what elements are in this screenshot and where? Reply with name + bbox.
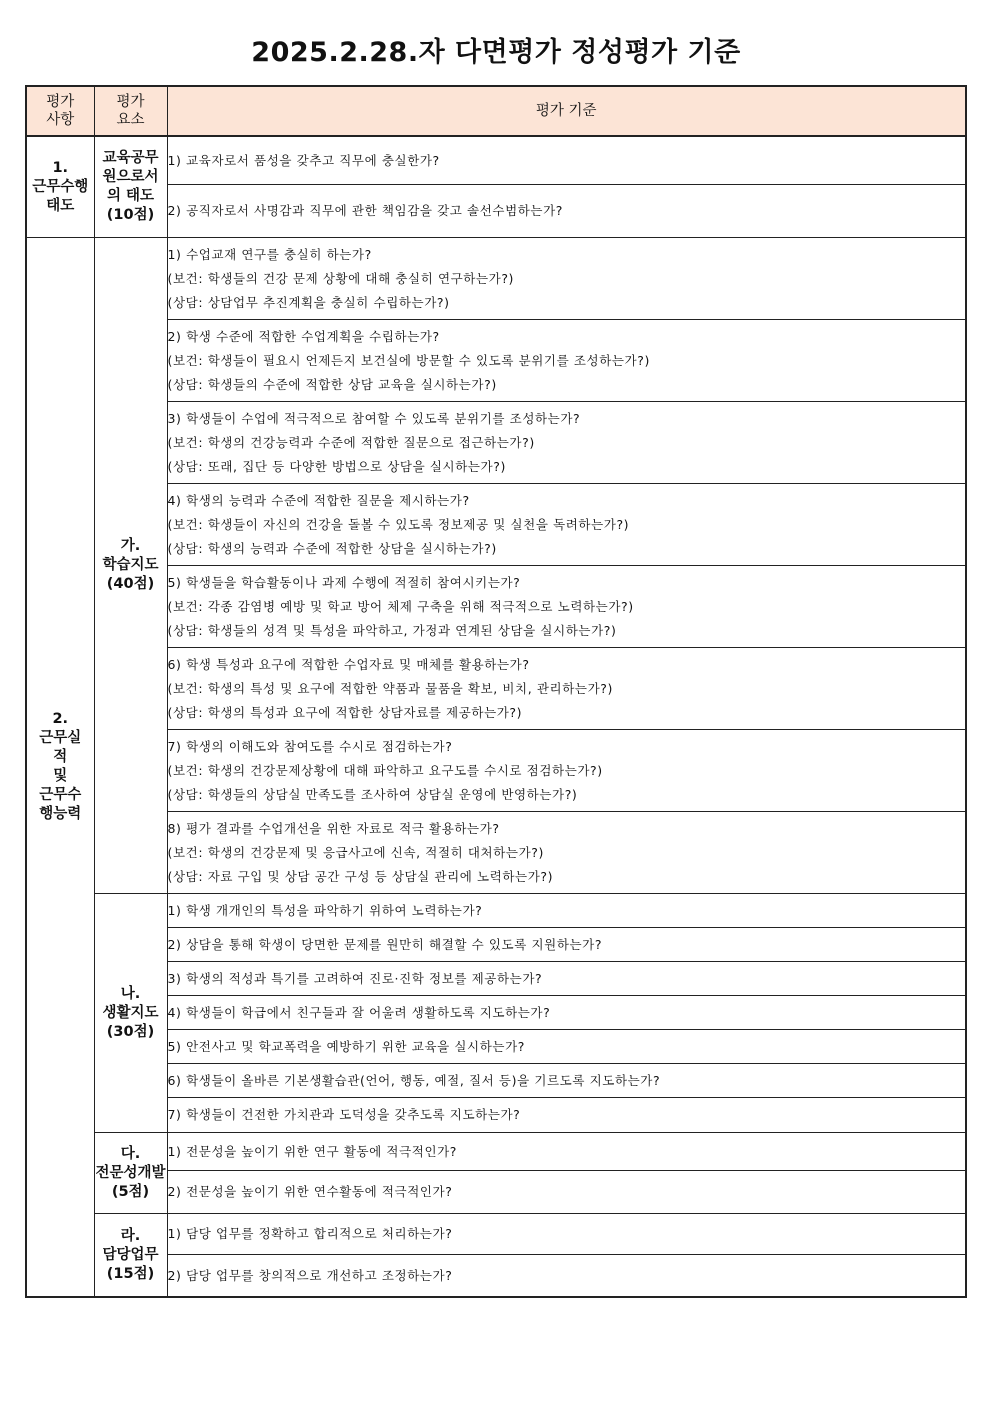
element-line: 전문성개발: [95, 1164, 166, 1181]
criterion-cell: [167, 996, 966, 1030]
category-line: 태도: [46, 197, 75, 214]
criterion-cell: [167, 894, 966, 928]
criterion-question: 1) 담당 업무를 정확하고 합리적으로 처리하는가?: [167, 1226, 453, 1241]
criterion-question: 7) 학생들이 건전한 가치관과 도덕성을 갖추도록 지도하는가?: [167, 1107, 521, 1122]
criterion-subnote: (보건: 학생들이 필요시 언제든지 보건실에 방문할 수 있도록 분위기를 조성하는가?): [167, 352, 650, 368]
element-cell: [94, 894, 167, 1133]
header-category: [26, 86, 94, 136]
criterion-subnote: (보건: 학생들의 건강 문제 상황에 대해 충실히 연구하는가?): [167, 270, 515, 286]
element-line: (5점): [111, 1183, 150, 1200]
criterion-subnote: (보건: 학생의 건강능력과 수준에 적합한 질문으로 접근하는가?): [167, 434, 535, 450]
criterion-subnote: (보건: 각종 감염병 예방 및 학교 방어 체제 구축을 위해 적극적으로 노력하는가?): [167, 598, 634, 614]
criterion-question: 3) 학생의 적성과 특기를 고려하여 진로·진학 정보를 제공하는가?: [167, 970, 543, 986]
category-line: 1.: [52, 159, 69, 176]
element-line: (40점): [106, 576, 155, 592]
element-line: 담당업무: [102, 1246, 159, 1263]
criterion-question: 2) 공직자로서 사명감과 직무에 관한 책임감을 갖고 솔선수범하는가?: [167, 203, 564, 218]
header-row: [26, 86, 966, 136]
category-line: 및: [53, 768, 68, 784]
criterion-cell: [167, 1214, 966, 1255]
criterion-question: 2) 담당 업무를 창의적으로 개선하고 조정하는가?: [167, 1267, 453, 1283]
element-line: 나.: [120, 985, 141, 1002]
criterion-question: 2) 상담을 통해 학생이 당면한 문제를 원만히 해결할 수 있도록 지원하는가?: [167, 936, 603, 952]
category-line: 적: [53, 749, 68, 765]
header-element: [94, 86, 167, 136]
element-line: 교육공무: [102, 150, 159, 166]
criteria-row: [26, 1064, 966, 1098]
element-line: 가.: [120, 538, 141, 554]
criterion-cell: [167, 962, 966, 996]
criterion-cell: [167, 566, 966, 648]
element-line: 다.: [120, 1145, 141, 1162]
criterion-subnote: (상담: 학생들의 성격 및 특성을 파악하고, 가정과 연계된 상담을 실시하는가?): [167, 622, 617, 638]
criterion-question: 2) 전문성을 높이기 위한 연수활동에 적극적인가?: [167, 1184, 453, 1199]
element-line: (15점): [106, 1265, 155, 1282]
criterion-subnote: (상담: 자료 구입 및 상담 공간 구성 등 상담실 관리에 노력하는가?): [167, 868, 554, 884]
criteria-row: [26, 484, 966, 566]
element-line: 라.: [120, 1227, 141, 1244]
criterion-question: 7) 학생의 이해도와 참여도를 수시로 점검하는가?: [167, 738, 453, 754]
criterion-cell: [167, 1098, 966, 1133]
criterion-question: 6) 학생들이 올바른 기본생활습관(언어, 행동, 예절, 질서 등)을 기르도록 지도하는가?: [167, 1072, 661, 1088]
criterion-subnote: (상담: 또래, 집단 등 다양한 방법으로 상담을 실시하는가?): [167, 458, 506, 474]
criterion-question: 1) 학생 개개인의 특성을 파악하기 위하여 노력하는가?: [167, 902, 483, 918]
criteria-row: [26, 320, 966, 402]
criterion-subnote: (상담: 상담업무 추진계획을 충실히 수립하는가?): [167, 294, 450, 310]
element-line: 원으로서: [102, 169, 159, 185]
criterion-cell: [167, 648, 966, 730]
header-element-line: 평가: [116, 94, 145, 110]
criteria-row: [26, 894, 966, 928]
header-element-line: 요소: [116, 112, 145, 128]
category-line: 근무실: [39, 730, 82, 746]
criterion-question: 1) 전문성을 높이기 위한 연구 활동에 적극적인가?: [167, 1143, 458, 1159]
criterion-cell: [167, 238, 966, 320]
criterion-question: 1) 수업교재 연구를 충실히 하는가?: [167, 246, 372, 262]
criteria-row: [26, 812, 966, 894]
criterion-subnote: (보건: 학생의 특성 및 요구에 적합한 약품과 물품을 확보, 비치, 관리하는가?): [167, 680, 613, 696]
criterion-cell: [167, 136, 966, 185]
criterion-question: 5) 안전사고 및 학교폭력을 예방하기 위한 교육을 실시하는가?: [167, 1038, 525, 1054]
criteria-row: [26, 402, 966, 484]
element-cell: [94, 136, 167, 238]
criterion-cell: [167, 1255, 966, 1298]
criteria-row: [26, 1255, 966, 1298]
criteria-row: [26, 136, 966, 185]
criterion-question: 4) 학생의 능력과 수준에 적합한 질문을 제시하는가?: [167, 492, 470, 508]
criterion-subnote: (상담: 학생들의 상담실 만족도를 조사하여 상담실 운영에 반영하는가?): [167, 786, 578, 802]
category-line: 근무수: [39, 787, 82, 803]
category-line: 2.: [52, 711, 69, 727]
element-cell: [94, 1133, 167, 1214]
criteria-row: [26, 730, 966, 812]
criterion-subnote: (보건: 학생의 건강문제상황에 대해 파악하고 요구도를 수시로 점검하는가?): [167, 762, 603, 778]
criterion-cell: [167, 402, 966, 484]
element-line: 생활지도: [102, 1004, 159, 1021]
criterion-cell: [167, 1133, 966, 1171]
element-line: (10점): [106, 207, 155, 223]
criterion-subnote: (보건: 학생들이 자신의 건강을 돌볼 수 있도록 정보제공 및 실천을 독려하는가?): [167, 516, 630, 532]
criterion-question: 1) 교육자로서 품성을 갖추고 직무에 충실한가?: [167, 152, 440, 168]
criterion-subnote: (상담: 학생들의 수준에 적합한 상담 교육을 실시하는가?): [167, 376, 497, 392]
category-cell: [26, 136, 94, 238]
category-cell: [26, 238, 94, 1298]
element-line: 학습지도: [102, 557, 159, 573]
criteria-row: [26, 1133, 966, 1171]
criteria-row: [26, 1171, 966, 1214]
criteria-row: [26, 238, 966, 320]
criterion-subnote: (보건: 학생의 건강문제 및 응급사고에 신속, 적절히 대처하는가?): [167, 844, 544, 860]
criterion-cell: [167, 185, 966, 238]
criterion-question: 2) 학생 수준에 적합한 수업계획을 수립하는가?: [167, 328, 440, 344]
category-line: 행능력: [39, 806, 82, 822]
criterion-cell: [167, 730, 966, 812]
criteria-row: [26, 648, 966, 730]
category-line: 근무수행: [32, 178, 89, 195]
criteria-row: [26, 1098, 966, 1133]
criterion-cell: [167, 928, 966, 962]
header-category-line: 사항: [46, 112, 75, 128]
criteria-row: [26, 1030, 966, 1064]
criteria-table: [25, 85, 967, 1298]
criteria-row: [26, 996, 966, 1030]
header-category-line: 평가: [46, 94, 75, 110]
criterion-cell: [167, 320, 966, 402]
criterion-cell: [167, 1030, 966, 1064]
criteria-row: [26, 928, 966, 962]
element-cell: [94, 1214, 167, 1298]
criterion-question: 4) 학생들이 학급에서 친구들과 잘 어울려 생활하도록 지도하는가?: [167, 1004, 551, 1020]
criterion-cell: [167, 812, 966, 894]
criterion-question: 8) 평가 결과를 수업개선을 위한 자료로 적극 활용하는가?: [167, 820, 500, 836]
criterion-cell: [167, 1171, 966, 1214]
criteria-row: [26, 962, 966, 996]
criterion-question: 5) 학생들을 학습활동이나 과제 수행에 적절히 참여시키는가?: [167, 574, 521, 590]
page-title: 2025.2.28.자 다면평가 정성평가 기준: [251, 37, 741, 68]
element-line: (30점): [106, 1023, 155, 1040]
criterion-subnote: (상담: 학생의 능력과 수준에 적합한 상담을 실시하는가?): [167, 540, 497, 556]
element-cell: [94, 238, 167, 894]
criteria-row: [26, 566, 966, 648]
header-criteria: 평가 기준: [167, 86, 966, 136]
criteria-row: [26, 185, 966, 238]
criteria-row: [26, 1214, 966, 1255]
criterion-cell: [167, 1064, 966, 1098]
element-line: 의 태도: [106, 188, 155, 204]
criterion-question: 3) 학생들이 수업에 적극적으로 참여할 수 있도록 분위기를 조성하는가?: [167, 410, 581, 426]
criterion-question: 6) 학생 특성과 요구에 적합한 수업자료 및 매체를 활용하는가?: [167, 656, 530, 672]
criterion-cell: [167, 484, 966, 566]
criterion-subnote: (상담: 학생의 특성과 요구에 적합한 상담자료를 제공하는가?): [167, 704, 523, 720]
